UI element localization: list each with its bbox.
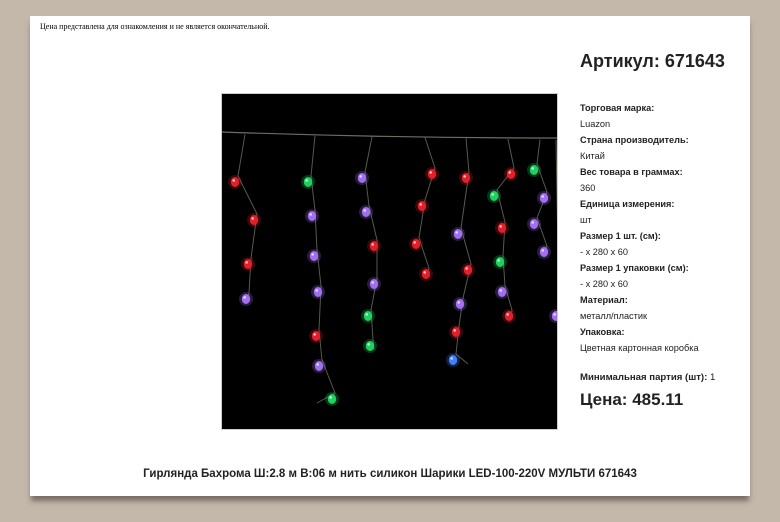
spec-value: - x 280 x 60: [580, 247, 629, 257]
bulb: [315, 361, 323, 371]
bulb-highlight: [251, 217, 254, 220]
bulb: [464, 265, 472, 275]
bulb-highlight: [531, 167, 534, 170]
bulb: [244, 259, 252, 269]
bulb: [231, 177, 239, 187]
bulb-highlight: [315, 289, 318, 292]
bulb-highlight: [367, 343, 370, 346]
bulb-highlight: [419, 203, 422, 206]
spec-value: Цветная картонная коробка: [580, 343, 699, 353]
bulb-highlight: [329, 396, 332, 399]
bulb-highlight: [371, 281, 374, 284]
bulb: [310, 251, 318, 261]
bulb-highlight: [508, 171, 511, 174]
bulb: [308, 211, 316, 221]
bulb: [366, 341, 374, 351]
spec-label: Страна производитель:: [580, 135, 689, 145]
article-value: 671643: [664, 51, 725, 71]
price-disclaimer: Цена представлена для ознакомления и не является окончательной.: [40, 22, 270, 31]
bulb: [362, 207, 370, 217]
spec-label: Единица измерения:: [580, 199, 675, 209]
bulb-highlight: [309, 213, 312, 216]
garland-photo-illustration: [222, 94, 557, 429]
spec-value: Luazon: [580, 119, 611, 129]
bulb-highlight: [506, 313, 509, 316]
bulb: [412, 239, 420, 249]
bulb-highlight: [553, 313, 556, 316]
bulb-highlight: [541, 195, 544, 198]
bulb: [312, 331, 320, 341]
bulb-highlight: [499, 289, 502, 292]
bulb-highlight: [365, 313, 368, 316]
bulb: [452, 327, 460, 337]
bulb: [540, 193, 548, 203]
bulb: [490, 191, 498, 201]
bulb-highlight: [423, 271, 426, 274]
bulb: [364, 311, 372, 321]
bulb-highlight: [311, 253, 314, 256]
bulb: [507, 169, 515, 179]
product-title: Гирлянда Бахрома Ш:2.8 м В:06 м нить силикон Шарики LED-100-220V МУЛЬТИ 671643: [143, 468, 637, 480]
bulb: [540, 247, 548, 257]
bulb: [422, 269, 430, 279]
bulb: [428, 169, 436, 179]
bulb-highlight: [313, 333, 316, 336]
spec-label: Размер 1 упаковки (см):: [580, 263, 689, 273]
bulb-highlight: [450, 357, 453, 360]
bulb-highlight: [245, 261, 248, 264]
spec-value: Китай: [580, 151, 605, 161]
bulb: [449, 355, 457, 365]
bulb: [462, 173, 470, 183]
bulb-highlight: [453, 329, 456, 332]
price: [580, 390, 683, 410]
bulb: [242, 294, 250, 304]
price-value: 485.11: [632, 390, 684, 409]
spec-label: Вес товара в граммах:: [580, 167, 683, 177]
bulb: [496, 257, 504, 267]
spec-value: металл/пластик: [580, 311, 648, 321]
bulb-highlight: [243, 296, 246, 299]
bulb: [304, 177, 312, 187]
bulb-highlight: [413, 241, 416, 244]
bulb-highlight: [429, 171, 432, 174]
bulb: [530, 219, 538, 229]
bulb: [358, 173, 366, 183]
bulb-highlight: [465, 267, 468, 270]
bulb: [418, 201, 426, 211]
bulb-highlight: [457, 301, 460, 304]
bulb: [370, 279, 378, 289]
bulb: [498, 287, 506, 297]
bulb-highlight: [499, 225, 502, 228]
bulb-highlight: [359, 175, 362, 178]
bulb-highlight: [305, 179, 308, 182]
bulb-highlight: [232, 179, 235, 182]
bulb: [454, 229, 462, 239]
spec-value: шт: [580, 215, 592, 225]
bulb-highlight: [455, 231, 458, 234]
bulb-highlight: [363, 209, 366, 212]
bulb: [314, 287, 322, 297]
bulb: [456, 299, 464, 309]
spec-label: Упаковка:: [580, 327, 625, 337]
product-sheet: [30, 16, 750, 496]
bulb: [370, 241, 378, 251]
min-order-label: Минимальная партия (шт):: [580, 372, 708, 383]
bulb-highlight: [541, 249, 544, 252]
spec-list: [580, 100, 745, 356]
bulb: [328, 394, 336, 404]
bulb-highlight: [531, 221, 534, 224]
bulb: [498, 223, 506, 233]
spec-label: Размер 1 шт. (см):: [580, 231, 661, 241]
bulb-highlight: [316, 363, 319, 366]
article-number: [580, 51, 725, 72]
min-order-value: 1: [709, 372, 716, 383]
spec-label: Торговая марка:: [580, 103, 655, 113]
product-photo: [221, 93, 558, 430]
spec-value: - x 280 x 60: [580, 279, 629, 289]
article-label: Артикул:: [580, 51, 660, 71]
bulb: [530, 165, 538, 175]
bulb: [505, 311, 513, 321]
bulb-highlight: [463, 175, 466, 178]
min-order: [580, 372, 715, 383]
bulb-highlight: [371, 243, 374, 246]
spec-value: 360: [580, 183, 596, 193]
bulb-highlight: [491, 193, 494, 196]
bulb: [250, 215, 258, 225]
bulb-highlight: [497, 259, 500, 262]
spec-label: Материал:: [580, 295, 628, 305]
price-label: Цена:: [580, 390, 628, 409]
